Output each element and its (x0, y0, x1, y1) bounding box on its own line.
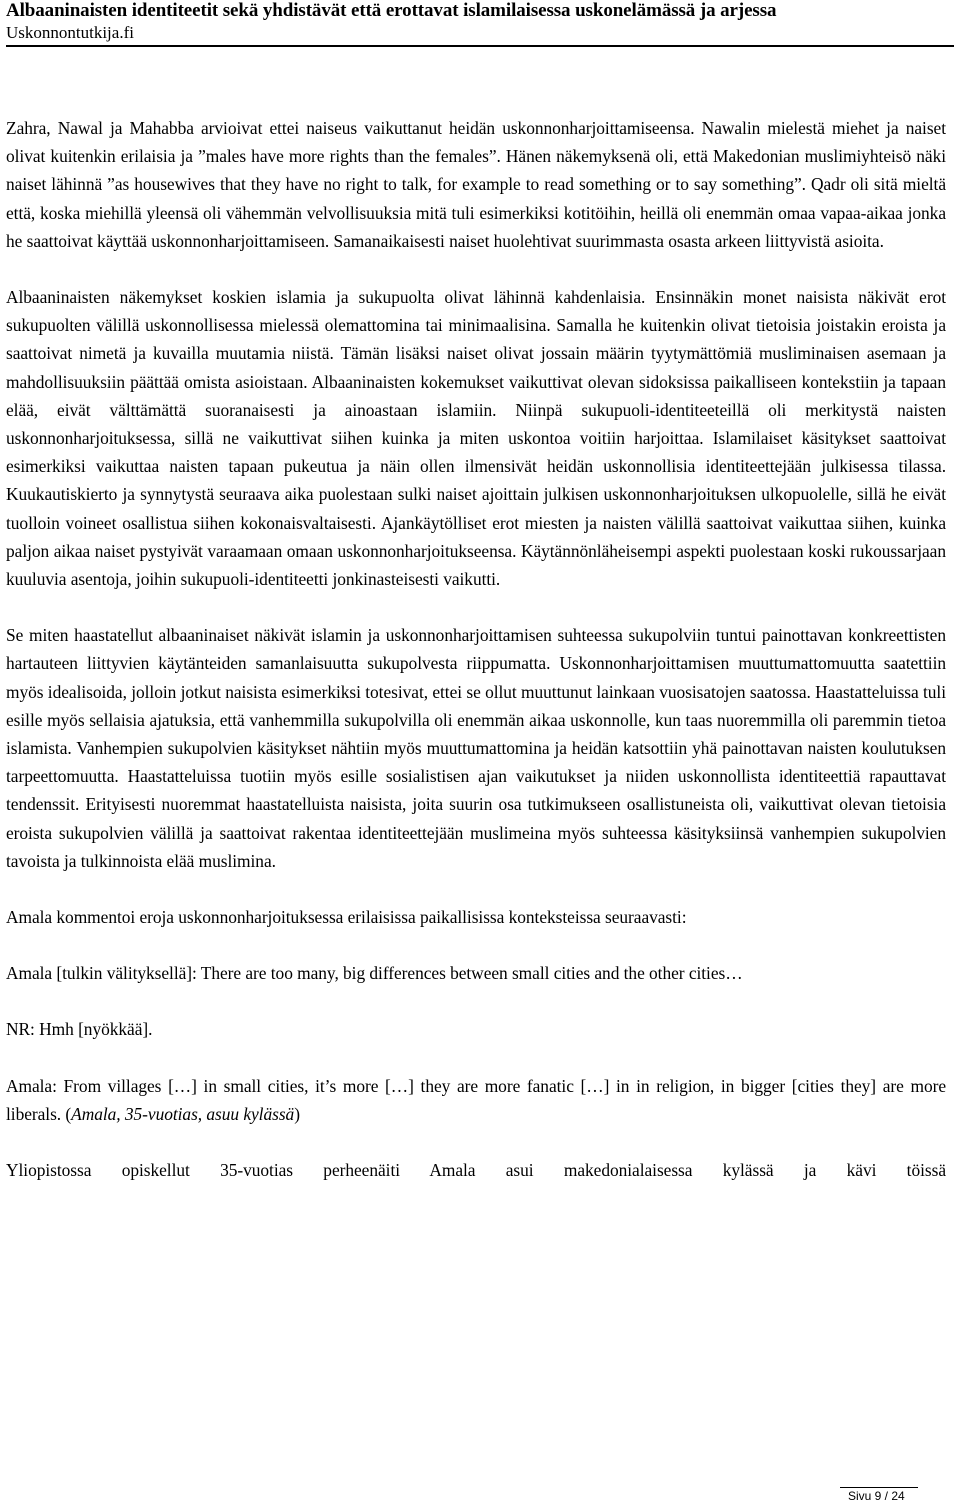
paragraph-amala-background: Yliopistossa opiskellut 35-vuotias perheenäiti Amala asui makedonialaisessa kylässä ja kävi töissä (6, 1160, 946, 1181)
document-body (6, 114, 946, 1184)
quote-amala-1: Amala [tulkin välityksellä]: There are too many, big differences between small cities and the other cities… (6, 963, 743, 984)
quote-citation: Amala, 35-vuotias, asuu kylässä (71, 1103, 295, 1124)
quote-amala-2 (6, 1072, 946, 1128)
paragraph-gender-views: Zahra, Nawal ja Mahabba arvioivat ettei naiseus vaikuttanut heidän uskonnonharjoittamiseensa. Nawalin mielestä miehet ja naiset olivat kuitenkin erilaisia ja ”males have more rights than the females”. Hänen näkemyksenä oli, että Makedonian muslimiyhteisö näki naiset lähinnä ”as housewives that they have no right to talk, for example to read something or to say something”. Qadr oli sitä mieltä että, koska miehillä yleensä oli vähemmän velvollisuuksia mitä tuli esimerkiksi kotitöihin, heillä oli enemmän omaa vapaa-aikaa jonka he saattoivat käyttää uskonnonharjoittamiseen. Samanaikaisesti naiset huolehtivat suurimmasta osasta arkeen liittyvistä asioita. (6, 118, 946, 251)
document-title: Albaaninaisten identiteetit sekä yhdistävät että erottavat islamilaisessa uskonelämässä ja arjessa (6, 0, 777, 21)
page-number: Sivu 9 / 24 (848, 1489, 905, 1503)
site-name: Uskonnontutkija.fi (6, 23, 134, 42)
quote-citation-close: ) (294, 1103, 300, 1124)
paragraph-generations: Se miten haastatellut albaaninaiset näkivät islamin ja uskonnonharjoittamisen suhteessa sukupolviin tuntui painottavan konkreettisten hartauteen liittyvien käytänteiden samanlaisuutta sukupolvesta riippumatta. Uskonnonharjoittamisen muuttumattomuutta saatettiin myös idealisoida, jolloin jotkut naisista esimerkiksi totesivat, ettei se ollut muuttunut lainkaan vuosisatojen saatossa. Haastatteluissa tuli esille myös sellaisia ajatuksia, että vanhemmilla sukupolvilla oli enemmän aikaa uskonnolle, kun taas nuoremmilla oli paremmin tietoa islamista. Vanhempien sukupolvien käsitykset nähtiin myös muuttumattomina ja heidän katsottiin yhä painottavan naisten koulutuksen tarpeettomuutta. Haastatteluissa tuotiin myös esille sosialistisen ajan vaikutukset ja niiden uskonnollista identiteettiä rapauttavat tendenssit. Erityisesti nuoremmat haastatelluista naisista, joita suurin osa tutkimukseen osallistuneista oli, vaikuttivat olevan tietoisia eroista sukupolvien välillä ja saattoivat rakentaa identiteettejään muslimeina myös suhteessa käsityksiinsä vanhempien sukupolvien tavoista ja tulkinnoista elää muslimina. (6, 625, 946, 871)
paragraph-amala-intro: Amala kommentoi eroja uskonnonharjoituksessa erilaisissa paikallisissa konteksteissa seuraavasti: (6, 907, 687, 928)
footer-divider (840, 1487, 918, 1488)
paragraph-islam-and-gender: Albaaninaisten näkemykset koskien islamia ja sukupuolta olivat lähinnä kahdenlaisia. Ensinnäkin monet naisista näkivät erot sukupuolten välillä uskonnollisessa mielessä olemattomina tai minimaalisina. Samalla he kuitenkin olivat tietoisia joistakin eroista ja saattoivat nimetä ja kuvailla muutamia niistä. Tämän lisäksi naiset olivat jossain määrin tyytymättömiä musliminaisen asemaan ja mahdollisuuksiin päättää omista asioistaan. Albaaninaisten kokemukset vaikuttivat olevan sidoksissa paikalliseen kontekstiin ja tapaan elää, eivät välttämättä suoranaisesti ja ainoastaan islamiin. Niinpä sukupuoli-identiteeteillä oli merkitystä naisten uskonnonharjoituksessa, sillä ne vaikuttivat siihen kuinka ja miten uskontoa voitiin harjoittaa. Islamilaiset käsitykset saattoivat esimerkiksi vaikuttaa naisten tapaan pukeutua ja näin ollen ilmensivät heidän uskonnollisia identiteettejään julkisessa tilassa. Kuukautiskierto ja synnytystä seuraava aika puolestaan sulki naiset ajoittain julkisen uskonnonharjoituksen ulkopuolelle, sillä he eivät tuolloin voineet osallistua siihen kokonaisvaltaisesti. Ajankäytölliset erot miesten ja naisten välillä saattoivat vaikuttaa siihen, kuinka paljon aikaa naiset pystyivät varaamaan omaan uskonnonharjoitukseensa. Käytännönläheisempi aspekti puolestaan koski rukoussarjaan kuuluvia asentoja, joihin sukupuoli-identiteetti jonkinasteisesti vaikutti. (6, 287, 946, 590)
page-header (6, 0, 954, 47)
quote-amala-2-text: Amala: From villages […] in small cities, it’s more […] they are more fanatic […] in in religion, in bigger [cities they] are more liberals. ( (6, 1075, 946, 1124)
quote-nr: NR: Hmh [nyökkää]. (6, 1019, 153, 1040)
